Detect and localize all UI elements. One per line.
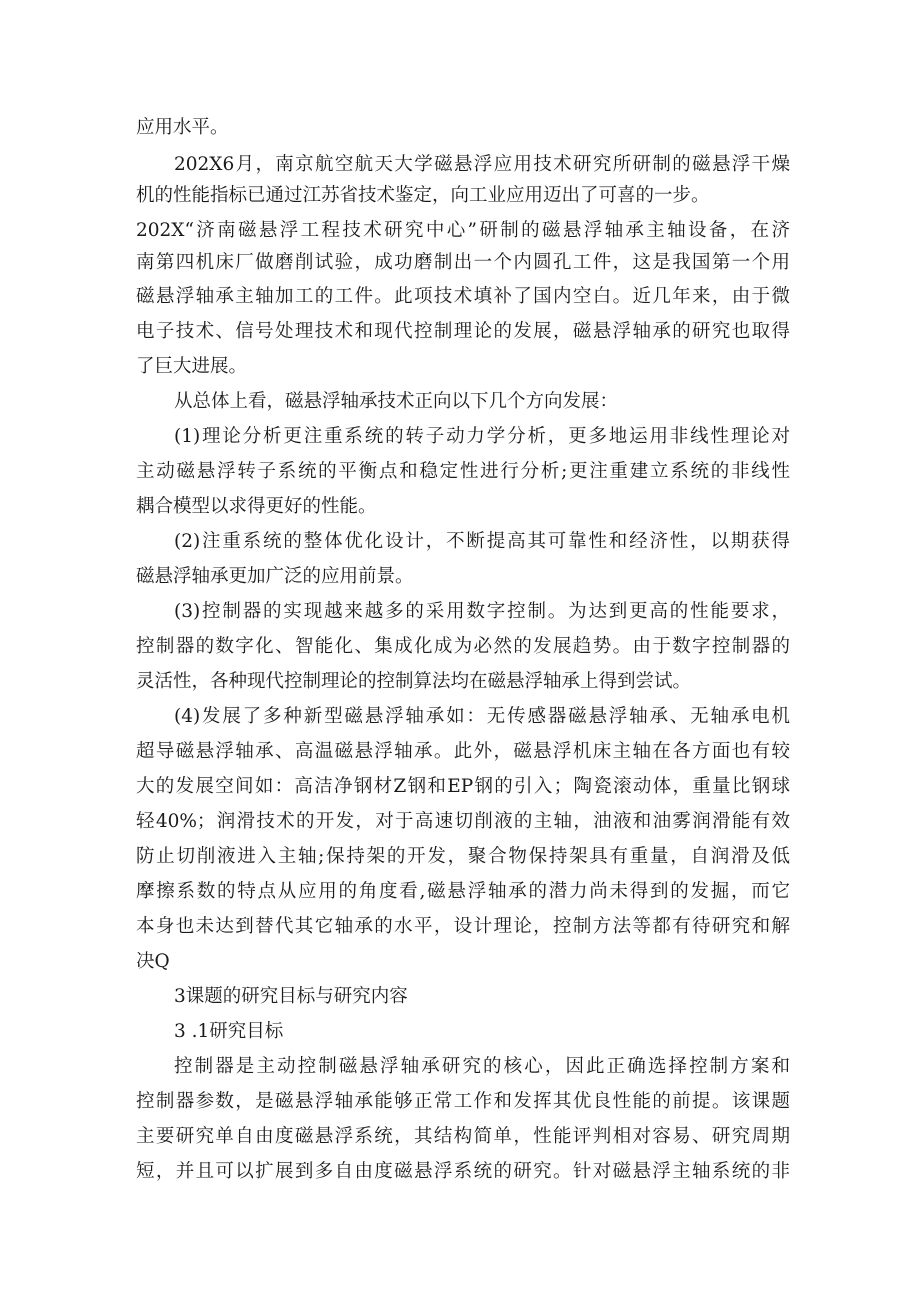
text-line-28: 控制器是主动控制磁悬浮轴承研究的核心，因此正确选择控制方案和 bbox=[174, 1056, 790, 1077]
text-line-16: 控制器的数字化、智能化、集成化成为必然的发展趋势。由于数字控制器的 bbox=[136, 636, 790, 657]
text-line-30: 主要研究单自由度磁悬浮系统，其结构简单，性能评判相对容易、研究周期 bbox=[136, 1126, 790, 1147]
text-line-2: 202X6月，南京航空航天大学磁悬浮应用技术研究所研制的磁悬浮干燥 bbox=[174, 154, 790, 175]
text-line-4: 202X“济南磁悬浮工程技术研究中心”研制的磁悬浮轴承主轴设备，在济 bbox=[136, 220, 790, 241]
text-line-29: 控制器参数，是磁悬浮轴承能够正常工作和发挥其优良性能的前提。该课题 bbox=[136, 1091, 790, 1112]
text-line-8: 了巨大进展。 bbox=[136, 356, 248, 377]
text-line-10: (1)理论分析更注重系统的转子动力学分析，更多地运用非线性理论对 bbox=[174, 426, 790, 447]
text-line-12: 耦合模型以求得更好的性能。 bbox=[136, 496, 377, 517]
text-line-18: (4)发展了多种新型磁悬浮轴承如：无传感器磁悬浮轴承、无轴承电机 bbox=[174, 706, 790, 727]
section-heading-3: 3课题的研究目标与研究内容 bbox=[174, 986, 408, 1007]
text-line-19: 超导磁悬浮轴承、高温磁悬浮轴承。此外，磁悬浮机床主轴在各方面也有较 bbox=[136, 741, 790, 762]
text-line-15: (3)控制器的实现越来越多的采用数字控制。为达到更高的性能要求， bbox=[174, 601, 790, 622]
text-line-6: 磁悬浮轴承主轴加工的工件。此项技术填补了国内空白。近几年来，由于微 bbox=[136, 286, 790, 307]
text-line-11: 主动磁悬浮转子系统的平衡点和稳定性进行分析;更注重建立系统的非线性 bbox=[136, 461, 790, 482]
text-line-17: 灵活性，各种现代控制理论的控制算法均在磁悬浮轴承上得到尝试。 bbox=[136, 671, 692, 692]
text-line-7: 电子技术、信号处理技术和现代控制理论的发展，磁悬浮轴承的研究也取得 bbox=[136, 321, 790, 342]
text-line-3: 机的性能指标已通过江苏省技术鉴定，向工业应用迈出了可喜的一步。 bbox=[136, 185, 710, 206]
text-line-5: 南第四机床厂做磨削试验，成功磨制出一个内圆孔工件，这是我国第一个用 bbox=[136, 252, 790, 273]
subsection-heading-3-1: 3 .1研究目标 bbox=[174, 1021, 284, 1042]
text-line-14: 磁悬浮轴承更加广泛的应用前景。 bbox=[136, 566, 414, 587]
text-line-31: 短，并且可以扩展到多自由度磁悬浮系统的研究。针对磁悬浮主轴系统的非 bbox=[136, 1161, 790, 1182]
text-line-9: 从总体上看，磁悬浮轴承技术正向以下几个方向发展： bbox=[174, 391, 619, 412]
text-line-24: 本身也未达到替代其它轴承的水平，设计理论，控制方法等都有待研究和解 bbox=[136, 916, 790, 937]
text-line-20: 大的发展空间如：高洁净钢材Z钢和EP钢的引入；陶瓷滚动体，重量比钢球 bbox=[136, 776, 790, 797]
text-line-23: 摩擦系数的特点从应用的角度看,磁悬浮轴承的潜力尚未得到的发掘，而它 bbox=[136, 881, 790, 902]
text-line-1: 应用水平。 bbox=[136, 117, 229, 138]
text-line-21: 轻40%；润滑技术的开发，对于高速切削液的主轴，油液和油雾润滑能有效 bbox=[136, 811, 790, 832]
text-line-13: (2)注重系统的整体优化设计，不断提高其可靠性和经济性，以期获得 bbox=[174, 531, 790, 552]
text-line-22: 防止切削液进入主轴;保持架的开发，聚合物保持架具有重量，自润滑及低 bbox=[136, 846, 790, 867]
text-line-25: 决Q bbox=[136, 951, 170, 972]
